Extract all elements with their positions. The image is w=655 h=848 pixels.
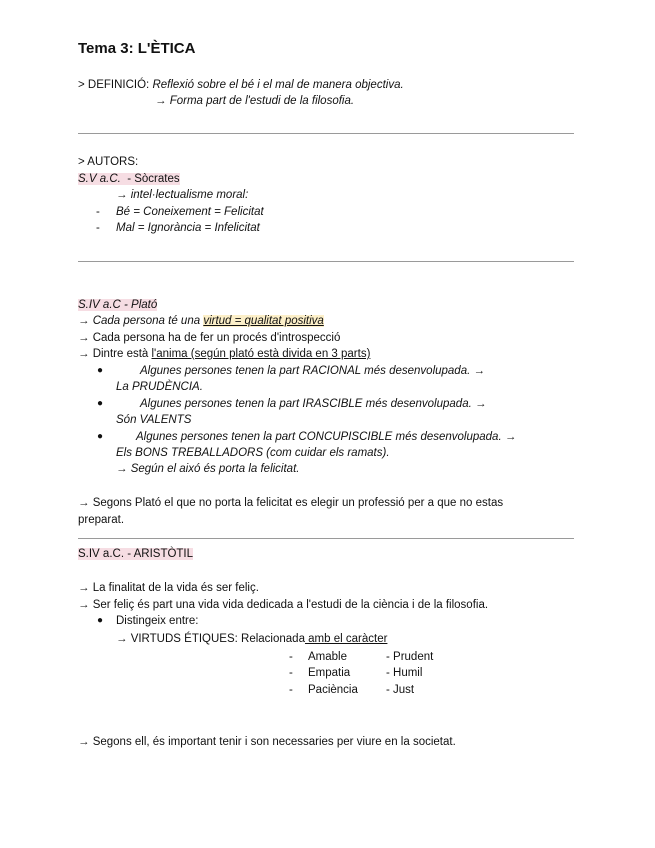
intellectualism-line: → intel·lectualisme moral: [116, 189, 249, 201]
definition-line [78, 78, 404, 92]
equation-bad: Mal = Ignorància = Infelicitat [116, 222, 260, 234]
definition-sub: → Forma part de l'estudi de la filosofia. [155, 95, 355, 107]
definition-text: Reflexió sobre el bé i el mal de manera objectiva. [152, 79, 404, 91]
plato-conclusion-2: preparat. [78, 514, 125, 526]
aristotle-final-line: → Segons ell, és important tenir i son necessaries per viure en la societat. [78, 736, 456, 748]
aristotle-header: S.IV a.C. - ARISTÒTIL [78, 548, 194, 560]
divider [78, 261, 574, 262]
authors-label: > AUTORS: [78, 156, 139, 168]
virtue-item: Paciència [308, 684, 358, 696]
virtue-item: Empatia [308, 667, 351, 679]
rational-part-line: Algunes persones tenen la part RACIONAL més desenvolupada. → [140, 365, 485, 377]
page-title: Tema 3: L'ÈTICA [78, 40, 196, 57]
dash-marker: - [289, 651, 293, 663]
brave-line: Són VALENTS [116, 414, 192, 426]
plato-header-line [78, 298, 157, 312]
concupiscible-part-line: Algunes persones tenen la part CONCUPISCIBLE més desenvolupada. → [136, 431, 517, 443]
plato-soul-prefix: → Dintre està [78, 348, 152, 360]
dash-marker: - [289, 667, 293, 679]
irascible-part-line: Algunes persones tenen la part IRASCIBLE més desenvolupada. → [140, 398, 487, 410]
virtue-item: - Humil [386, 667, 423, 679]
divider [78, 538, 574, 539]
bullet-marker: ● [97, 398, 104, 409]
equation-good: Bé = Coneixement = Felicitat [116, 206, 264, 218]
divider [78, 133, 574, 134]
happiness-line: → Según el aixó és porta la felicitat. [116, 463, 300, 475]
socrates-name: - Sòcrates [120, 173, 180, 185]
virtue-item: - Prudent [386, 651, 434, 663]
ethical-virtues-prefix: → VIRTUDS ÉTIQUES: Relacionada [116, 633, 305, 645]
character-underlined: amb el caràcter [304, 633, 388, 645]
plato-soul-line [78, 347, 370, 361]
socrates-era: S.V a.C. [78, 173, 121, 185]
virtue-item: - Just [386, 684, 415, 696]
distinguish-line: Distingeix entre: [116, 615, 199, 627]
virtue-highlight: virtud = qualitat positiva [203, 315, 324, 327]
bullet-marker: ● [97, 365, 104, 376]
aristotle-study-line: → Ser feliç és part una vida vida dedicada a l'estudi de la ciència i de la filosofia. [78, 599, 489, 611]
socrates-header [78, 172, 180, 186]
dash-marker: - [96, 222, 100, 234]
plato-header: S.IV a.C - Plató [78, 299, 158, 311]
bullet-marker: ● [97, 431, 104, 442]
plato-virtue-prefix: → Cada persona té una [78, 315, 204, 327]
plato-introspection-line: → Cada persona ha de fer un procés d'introspecció [78, 332, 341, 344]
aristotle-purpose-line: → La finalitat de la vida és ser feliç. [78, 582, 259, 594]
prudence-line: La PRUDÈNCIA. [116, 381, 203, 393]
virtue-item: Amable [308, 651, 347, 663]
ethical-virtues-line [116, 632, 387, 646]
definition-label: > DEFINICIÓ: [78, 79, 153, 91]
aristotle-header-line [78, 547, 193, 561]
plato-virtue-line [78, 314, 324, 328]
plato-conclusion-1: → Segons Plató el que no porta la felicitat es elegir un professió per a que no estas [78, 497, 504, 509]
dash-marker: - [289, 684, 293, 696]
soul-underlined: l'anima (según plató està divida en 3 parts) [151, 348, 371, 360]
workers-line: Els BONS TREBALLADORS (com cuidar els ramats). [116, 447, 390, 459]
bullet-marker: ● [97, 615, 104, 626]
dash-marker: - [96, 206, 100, 218]
